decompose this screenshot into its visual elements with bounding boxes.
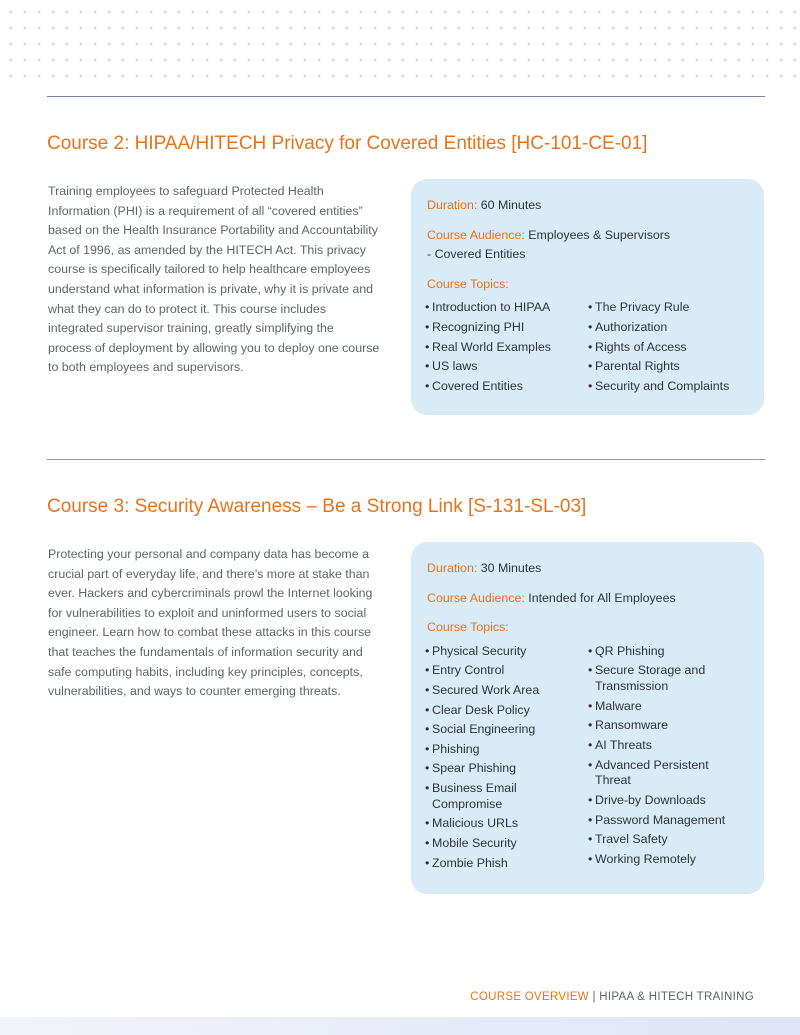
course3-duration xyxy=(427,559,748,579)
duration-value: 30 Minutes xyxy=(480,561,542,575)
topic-item: • Malicious URLs xyxy=(427,816,590,832)
topic-item: • Recognizing PHI xyxy=(427,320,590,336)
topic-item: • Secured Work Area xyxy=(427,683,590,699)
audience-label: Course Audience: xyxy=(427,227,525,242)
course3-topics-col2 xyxy=(590,644,748,875)
audience-value: Intended for All Employees xyxy=(528,590,676,605)
course3-audience xyxy=(427,589,748,609)
topic-item: • Secure Storage and Transmission xyxy=(590,663,720,695)
footer-document-label: HIPAA & HITECH TRAINING xyxy=(599,991,754,1003)
course3-topics-label: Course Topics: xyxy=(427,620,509,635)
topic-item: • Rights of Access xyxy=(590,340,748,356)
course2-topics xyxy=(427,300,748,398)
topic-item: • US laws xyxy=(427,359,590,375)
course2-duration xyxy=(427,196,748,216)
course3-topics xyxy=(427,644,748,875)
topic-item: • Travel Safety xyxy=(590,832,748,848)
course3-topics-col1 xyxy=(427,644,590,875)
topic-item: • Ransomware xyxy=(590,718,748,734)
course2-audience xyxy=(427,226,677,265)
page-footer xyxy=(470,991,754,1003)
topic-item: • Mobile Security xyxy=(427,836,590,852)
duration-label: Duration: xyxy=(427,561,478,575)
topic-item: • Parental Rights xyxy=(590,359,748,375)
topic-item: • Zombie Phish xyxy=(427,856,590,872)
topic-item: • The Privacy Rule xyxy=(590,300,748,316)
topic-item: • Spear Phishing xyxy=(427,761,590,777)
topic-item: • Password Management xyxy=(590,813,748,829)
topic-item: • Business Email Compromise xyxy=(427,781,532,813)
footer-section-label: COURSE OVERVIEW xyxy=(470,991,589,1003)
topic-item: • Authorization xyxy=(590,320,748,336)
course2-title: Course 2: HIPAA/HITECH Privacy for Covered Entities [HC-101-CE-01] xyxy=(47,133,648,154)
audience-label: Course Audience: xyxy=(427,590,525,605)
topic-item: • QR Phishing xyxy=(590,644,748,660)
course3-info-card xyxy=(411,542,764,894)
topic-item: • Security and Complaints xyxy=(590,379,748,395)
middle-divider xyxy=(47,459,765,460)
topic-item: • Malware xyxy=(590,699,748,715)
course2-description: Training employees to safeguard Protected Health Information (PHI) is a requirement of all “covered entities” based on the Health Insurance Portability and Accountability Act of 1996, as amended by the HITECH Act. This privacy course is specifically tailored to help healthcare employees understand what information is private, why it is private and what they can do to protect it. This course includes integrated supervisor training, greatly simplifying the process of deployment by allowing you to deploy one course to both employees and supervisors. xyxy=(48,184,380,375)
top-divider xyxy=(47,96,765,97)
topic-item: • Clear Desk Policy xyxy=(427,703,590,719)
topic-item: • AI Threats xyxy=(590,738,748,754)
topic-item: • Phishing xyxy=(427,742,590,758)
topic-item: • Introduction to HIPAA xyxy=(427,300,590,316)
topic-item: • Real World Examples xyxy=(427,340,590,356)
topic-item: • Social Engineering xyxy=(427,722,590,738)
audience-value: Employees & Supervisors - Covered Entities xyxy=(427,227,671,262)
duration-label: Duration: xyxy=(427,198,478,212)
course2-topics-col2 xyxy=(590,300,748,398)
course2-info-card xyxy=(411,179,764,415)
topic-item: • Covered Entities xyxy=(427,379,590,395)
topic-item: • Entry Control xyxy=(427,663,590,679)
course3-description: Protecting your personal and company data has become a crucial part of everyday life, and there’s more at stake than ever. Hackers and cybercriminals prowl the Internet looking for vulnerabilities to exploit and uninformed users to social engineer. Learn how to combat these attacks in this course that teaches the fundamentals of information security and safe computing habits, including key principles, concepts, vulnerabilities, and ways to counter emerging threats. xyxy=(48,547,373,699)
topic-item: • Physical Security xyxy=(427,644,590,660)
bottom-gradient-band xyxy=(0,1017,800,1035)
topic-item: • Drive-by Downloads xyxy=(590,793,748,809)
footer-separator: | xyxy=(592,991,596,1003)
course3-title: Course 3: Security Awareness – Be a Strong Link [S-131-SL-03] xyxy=(47,496,587,517)
dot-pattern-decoration xyxy=(0,0,800,80)
duration-value: 60 Minutes xyxy=(480,198,542,212)
topic-item: • Advanced Persistent Threat xyxy=(590,758,720,790)
topic-item: • Working Remotely xyxy=(590,852,748,868)
course2-topics-label: Course Topics: xyxy=(427,276,509,291)
course2-topics-col1 xyxy=(427,300,590,398)
